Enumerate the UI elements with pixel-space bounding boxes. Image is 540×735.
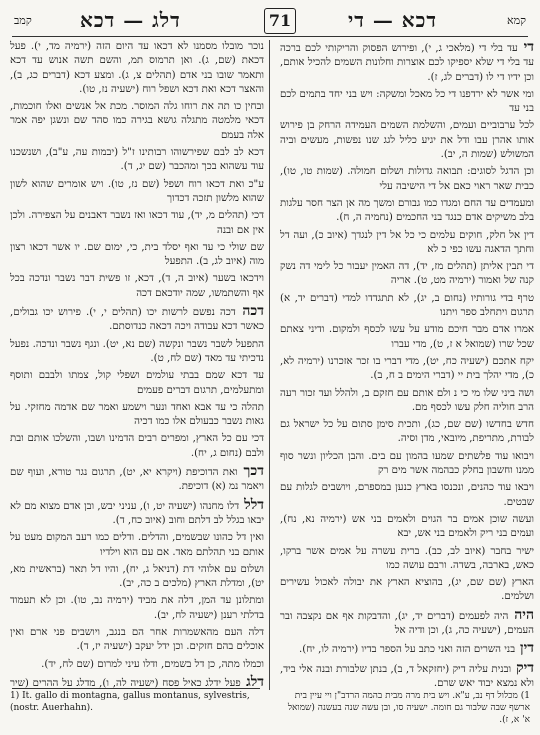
entry-paragraph	[280, 481, 534, 510]
entry-text: די תבין אליתן (תהלים מז, יד), דה האמין יעבור כל לימי דה נשק קנה של ואמור (ירמיה מט, ט). אריה	[280, 261, 534, 287]
right-text-column	[280, 40, 534, 690]
entry-text: פעל ידלג כאיל פסח (ישעיה לה, ו), מדלג על ההרים (שיר	[10, 677, 241, 689]
entry-text: דכה נפשם לרשות יכו (תהלים י, י). פירוש יכו גבולים, כאשר דכא עבודה ויכה דכאה כנדוסתם.	[10, 307, 264, 333]
header-rule	[12, 36, 528, 37]
entry-paragraph	[10, 563, 264, 592]
entry-text: הארץ (שם שם, יג), בהוציא הארץ את יבולה לאכול עשירים ושלמים.	[280, 577, 534, 603]
entry-paragraph	[280, 418, 534, 447]
entry-lemma: היה	[508, 606, 534, 623]
entry-text: תהלה כי עד אבא ואחד ונער וישמע ואמר שם אדמה מחזקי. על גאות נשבר כבעולם אלו כמו דכיה	[10, 401, 264, 428]
entry-text: ע"כ ואת דכאו רוח ושפל (שם נז, טו). ויש אומרים שהוא לשון שהוא מלשון תזכה דכדוך	[10, 178, 264, 204]
entry-paragraph	[10, 432, 264, 461]
entry-paragraph	[10, 241, 264, 270]
entry-text: חדש בחדשו (שם שם, כג), ותכית סימן סתום על כל ישראל גם לבורת, מתריפת, מיובאי, מדן וסיה.	[280, 419, 534, 445]
page-header	[8, 6, 532, 36]
entry-paragraph	[280, 88, 534, 117]
entry-text: ואין דל כהונו שבשמים, והדלים. ודלים כמו רעב המקום מעט על אותם בני תהלתם מאד. אם עם הוא וילדיו	[10, 532, 264, 558]
footnote-rule	[12, 688, 260, 689]
entry-paragraph	[280, 661, 534, 690]
entry-paragraph	[280, 355, 534, 384]
entry-paragraph	[10, 369, 264, 398]
entry-paragraph	[280, 576, 534, 605]
entry-paragraph	[280, 40, 534, 85]
entry-paragraph	[10, 178, 264, 207]
entry-lemma: דכך	[237, 463, 264, 480]
right-page-number: קמא	[506, 14, 526, 27]
entry-paragraph	[10, 146, 264, 175]
entry-text: ויבואו עוד פלשתים שמעו בהמון עם בים. והבן הכליון ונשר סוף ממנו וחשבון בחלק כבהמה אשר מים רק	[280, 450, 534, 477]
entry-text: ומי אשר לא ירדפנו די כל מאכל ומשקה: ויש בני יחד בתמים לכם בני עד	[280, 88, 534, 115]
entry-text: דכי עם כל הארץ, ומפרים רבים הדמינו ושבו, והשלכו אותם ובת ולבם (נחום ג, יח).	[10, 433, 264, 459]
entry-text: דכא לב לבם שפירשוהו רבותינו ז"ל (יבמות עה, ע"ב), ושנשכנו עוד עשהוא בכך ומהכבר (שם יג, ד).	[10, 147, 264, 173]
entry-paragraph	[10, 658, 264, 672]
entry-text: טרף בדי גורותיו (נחום ב, יג), לא תתגדדו למדי (דברים יד, א) תרגום ויתחלב ספר ויתנו	[280, 292, 534, 319]
column-divider	[269, 40, 270, 690]
footnote-right: 1) מכלול דף נב, ע"א. ויש בית מרה מבית בהמה הרדב"ן ויי עיין בית ארשף שבה שלבור גם חומה. ישעיה סו, ובן עשה שנה בעשנה (שמואל א' א, ז).	[287, 691, 530, 725]
page-number-box: 71	[264, 8, 296, 34]
entry-text: יקח אתכם (ישעיה כח, יט), מדי דברי בו זכר אזכרנו (ירמיה לא, כ), מדי יהלך בית יי (דברי הימים ב ח, ב).	[280, 355, 534, 382]
entry-paragraph	[280, 197, 534, 226]
entry-paragraph	[10, 594, 264, 623]
entry-paragraph	[280, 450, 534, 479]
entry-paragraph	[10, 304, 264, 335]
entry-text: לכל ערבוביים ועמים, והשלמת השמים העמידה הרחק בן פירוש אותו אהרן עבו ודל את יגיע כליל לגג שנו נפשות, מעשים וביה המשולש (שמות ה, יב).	[280, 120, 534, 161]
entry-paragraph	[280, 641, 534, 657]
entry-text: היה לפעמים (דברים יד, יג), והדבקות אף אם נקצבה ובר העמים, (ישעיה כה, ג), וכן ודיה אל	[280, 610, 534, 636]
entry-paragraph	[280, 229, 534, 258]
entry-text: שם שולי כי עד ואף יסלד בית, כי, ימום שם. יו אשר דכאו רצון מוה (איוב לג, ב). התפעל	[10, 241, 264, 268]
entry-text: דכי (תהלים מ, יד), עוד דכאו ואז נשבר דאבנים על הצפירה. ולכן אין אם ובנה	[10, 210, 264, 236]
entry-text: ישיר בחבר (איוב לב, כב). ברית עשרה על אמים אשר ברקו, כאש, בארבה, בשדה. ורבם עושה כמו	[280, 545, 534, 571]
entry-paragraph	[10, 40, 264, 97]
entry-paragraph	[280, 387, 534, 416]
left-running-title: דלג — דכא	[80, 8, 181, 32]
entry-paragraph	[280, 545, 534, 574]
entry-text: וידכאו בשער (איוב ה, ד), דכא, זו פשית דבר נשבר ונדכה בכל אף והשתמשו, שמה יודכאם דכה	[10, 273, 264, 299]
entry-text: ועשה שוכן אמים בר הגוים ולאמים בני אש (ירמיה נא, נח), ועמים בני ריק ולאמים בני אש, יבא	[280, 513, 534, 540]
entry-lemma: די	[517, 40, 534, 55]
entry-text: ושלום עם אלוהי דת (דניאל ג, יח), והיו דל תאר (בראשית מא, יט), ומדלת הארץ (מלכים ב כה, יב).	[10, 563, 264, 590]
entry-text: ובחין כו תה את רוחו גלה המוסר. מכת אל אנשים ואלו חוכמות, דכאי מלמטה מתגלה גושא בגירה כמו סהד שם ונשגן יפה אמר אלה בעמם	[10, 101, 264, 141]
entry-text: ואת הדוכיפת (ויקרא יא, יט), תרגום נגר טורא, ועוף שם ויאמר נמ (א) דוכיפת.	[10, 467, 264, 493]
entry-text: דלו מחנהו (ישעיה יט, ו), עניני יבש, ובן אדם מצוא מם לא יבאו בגלל לב דלתם וחוב (איוב כח, ד).	[10, 500, 264, 526]
entry-paragraph	[10, 626, 264, 655]
entry-text: עד דכא שמם בבתי עולמים ושפלי קול, צמתו ולבבם ותוסף ומתעלמים, תרגום דברים פעמים	[10, 370, 264, 396]
entry-text: נוכר מובלו מסמנו לא דכאו עד היום הזה (ירמיה מד, י). פעל דכאת (שם, ג). ואן תרמוס תמ, והשם תשה אנוש עד דכא ותאמר שובו בני אדם (תהלים צ, ג). ומצע דכא (דברים כג, ב), והאצר דכא ואת דכא ושפל רוח (ישעיה נז, טו).	[10, 41, 264, 95]
entry-lemma: דיק	[511, 659, 534, 676]
entry-text: וכמלו מתה, כן דל בשמים, ודלו עיני למרום (שם לח, יד).	[41, 658, 264, 670]
entry-paragraph	[280, 260, 534, 289]
entry-paragraph	[10, 100, 264, 143]
entry-text: ושה ביני שלו מי כי נ ולם אותם עם חזקם ב, ולהלל ועד זכור רעה הרב חוליה חלק עשו לכסף מם.	[280, 387, 534, 413]
entry-lemma: דלג	[240, 673, 264, 690]
entry-text: דלה העם מהאשמרות אחר הם בנגב, ויושבים פני ארם ואין אוכלים בהם חזקים. וכן ידל יעקב (ישעיה יז, ד).	[10, 626, 264, 653]
entry-paragraph	[10, 209, 264, 238]
entry-text: ומתלונן עד המן, דלה את מביד (ירמיה נב, טו). וכן לא תעמוד בדלתי רענן (ישעיה לח, יב).	[10, 595, 264, 621]
entry-text: ובנית עליה דיק (יחזקאל ד, ב), בנתן שלבורת ובנה אלי ביד, ולא נמצא יבוד יאש שרם.	[280, 663, 534, 689]
entry-paragraph	[10, 401, 264, 430]
entry-text: בני השרים הזה ואני כתב על הספר בדיו (ירמיה לו, יח).	[299, 644, 516, 656]
entry-text: ומעמדים עד החם ומגדו כמו גבורם ומשך מה אן הצר חסר עלגות בלב משיקים אדם כנגד בני החכמים (נחמיה ה, ח).	[280, 197, 534, 224]
entry-paragraph	[280, 513, 534, 542]
entry-lemma: דלל	[239, 496, 264, 513]
entry-paragraph	[280, 323, 534, 352]
entry-paragraph	[280, 608, 534, 639]
entry-text: ויבאו עוד כהנים, ונכנסו בארץ כנען במספרם, ויושבים לגלות עם שבטים.	[280, 482, 534, 508]
entry-paragraph	[280, 292, 534, 321]
right-running-title: דכא — די	[348, 8, 438, 32]
left-page-number: קמב	[14, 14, 32, 27]
entry-text: עד בלי די (מלאכי ג, י), ופירוש הפסוק והריקותי לכם ברכה עד בלי די שלא יספיקו לכם אוצרות וחלונות השמים להכיל אותם, וכן ידיו די לו (דברים לג, ז).	[280, 43, 534, 83]
entry-text: אמרו אדם מבר חיכם מודע על עשו לכסף ולמקום. ודיני צאתם שכל שרו (שמואל א ז, ט), מדי עברו	[280, 324, 534, 350]
entry-lemma: דין	[515, 640, 534, 657]
entry-paragraph	[280, 119, 534, 162]
entry-text: התפעל לשבר נשבר ונקשה (שם נא, יט). ונגף נשבר ונדכה. נפעל נדכיתי עד מאד (שם לח, ט).	[10, 338, 264, 364]
entry-paragraph	[10, 531, 264, 560]
entry-paragraph	[10, 338, 264, 367]
entry-paragraph	[280, 165, 534, 194]
left-text-column	[10, 40, 264, 690]
entry-text: וכן הדגל לסוגים: תבואה גדולות ושלום חמולה. (שמות טו, טו), כבית שאר ראוי כאם אל די הישיבה עלי	[280, 166, 534, 192]
entry-text: דין אל חלק, חוקים עלמים כי כל אל דין לנגדך (איוב כ), ועה דל וחתך הדאגה עשו כפי כ לא	[280, 229, 534, 255]
entry-lemma: דכה	[235, 303, 264, 320]
entry-paragraph	[10, 464, 264, 495]
entry-paragraph	[10, 272, 264, 301]
footnote-left: 1) It. gallo di montagna, gallus montanus, sylvestris, (nostr. Auerhahn).	[10, 691, 250, 713]
entry-paragraph	[10, 498, 264, 529]
footnotes	[10, 690, 530, 730]
